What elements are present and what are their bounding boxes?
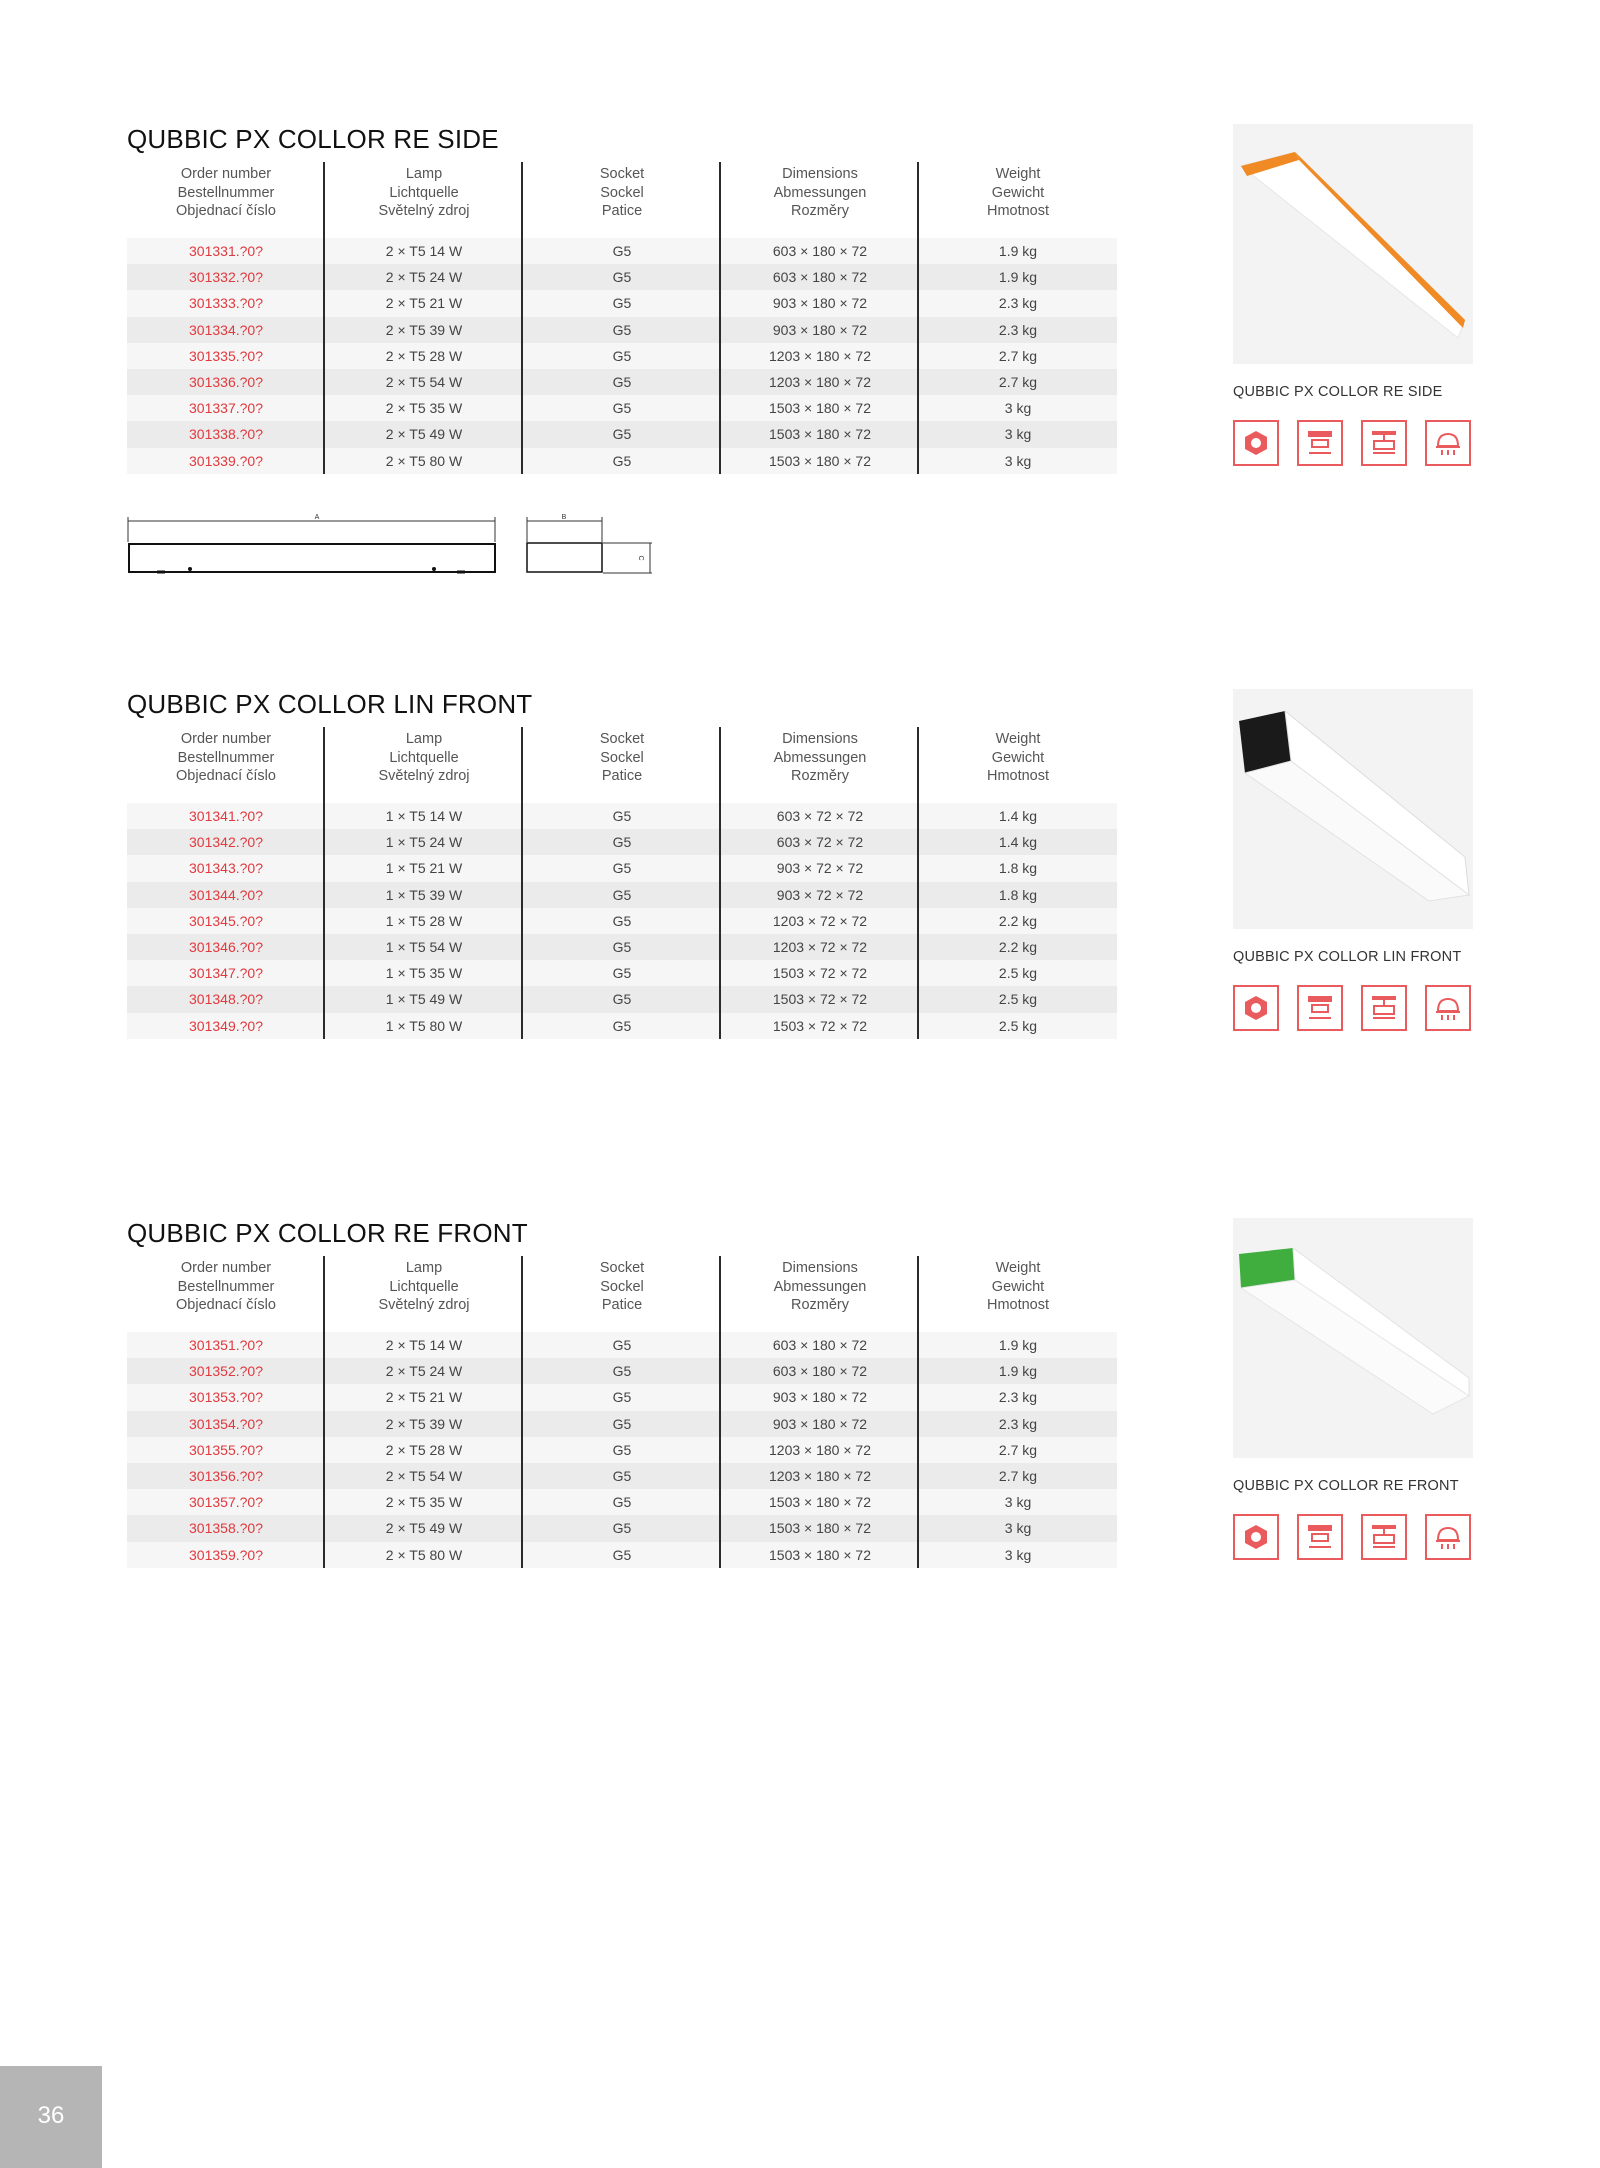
hexagon-icon bbox=[1233, 985, 1279, 1031]
table-row bbox=[127, 1358, 1117, 1384]
cell-lamp: 1 × T5 39 W bbox=[385, 886, 463, 903]
table-row bbox=[127, 986, 1117, 1012]
cell-socket: G5 bbox=[612, 808, 632, 825]
column-divider bbox=[719, 1256, 721, 1568]
header-line: Objednací číslo bbox=[176, 768, 276, 784]
cell-dimensions: 903 × 180 × 72 bbox=[772, 1389, 868, 1406]
cell-weight: 1.8 kg bbox=[998, 860, 1038, 877]
column-divider bbox=[917, 727, 919, 1039]
header-line: Dimensions bbox=[782, 166, 858, 182]
header-line: Socket bbox=[599, 731, 645, 747]
header-line: Lamp bbox=[405, 166, 443, 182]
dimension-c-label: C bbox=[637, 555, 644, 561]
table-row bbox=[127, 343, 1117, 369]
table-header bbox=[127, 1256, 1117, 1324]
product-caption: QUBBIC PX COLLOR LIN FRONT bbox=[1233, 949, 1462, 965]
table-row bbox=[127, 855, 1117, 881]
cell-dimensions: 903 × 180 × 72 bbox=[772, 1415, 868, 1432]
page-number: 36 bbox=[37, 2102, 65, 2129]
cell-weight: 1.4 kg bbox=[998, 808, 1038, 825]
cell-weight: 2.3 kg bbox=[998, 1389, 1038, 1406]
cell-lamp: 2 × T5 80 W bbox=[385, 452, 463, 469]
cell-lamp: 2 × T5 49 W bbox=[385, 426, 463, 443]
pendant-icon bbox=[1425, 985, 1471, 1031]
cell-socket: G5 bbox=[612, 1441, 632, 1458]
cell-socket: G5 bbox=[612, 860, 632, 877]
cell-order-number: 301339.?0? bbox=[189, 452, 263, 469]
table-row bbox=[127, 1542, 1117, 1568]
cell-order-number: 301356.?0? bbox=[189, 1468, 263, 1485]
cell-lamp: 1 × T5 35 W bbox=[385, 965, 463, 982]
header-line: Gewicht bbox=[991, 184, 1045, 201]
cell-dimensions: 1503 × 180 × 72 bbox=[769, 1546, 871, 1563]
header-line: Patice bbox=[601, 1297, 643, 1313]
cell-weight: 2.5 kg bbox=[998, 965, 1038, 982]
cell-lamp: 1 × T5 80 W bbox=[385, 1017, 463, 1034]
column-divider bbox=[323, 1256, 325, 1568]
product-photo bbox=[1233, 689, 1473, 929]
cell-order-number: 301341.?0? bbox=[189, 808, 263, 825]
cell-lamp: 2 × T5 14 W bbox=[385, 243, 463, 260]
cell-lamp: 1 × T5 24 W bbox=[385, 834, 463, 851]
table-row bbox=[127, 238, 1117, 264]
cell-order-number: 301333.?0? bbox=[189, 295, 263, 312]
mounting-icons bbox=[1233, 985, 1471, 1031]
cell-weight: 3 kg bbox=[1004, 452, 1032, 469]
header-line: Světelný zdroj bbox=[378, 1297, 470, 1313]
cell-order-number: 301352.?0? bbox=[189, 1363, 263, 1380]
cell-socket: G5 bbox=[612, 347, 632, 364]
cell-lamp: 2 × T5 54 W bbox=[385, 374, 463, 391]
mounting-icons bbox=[1233, 1514, 1471, 1560]
cell-weight: 2.3 kg bbox=[998, 1415, 1038, 1432]
cell-socket: G5 bbox=[612, 1494, 632, 1511]
cell-weight: 3 kg bbox=[1004, 426, 1032, 443]
header-line: Objednací číslo bbox=[176, 203, 276, 219]
cell-socket: G5 bbox=[612, 939, 632, 956]
cell-socket: G5 bbox=[612, 965, 632, 982]
product-caption: QUBBIC PX COLLOR RE FRONT bbox=[1233, 1478, 1459, 1494]
header-weight bbox=[919, 727, 1117, 795]
table-body bbox=[127, 803, 1117, 1039]
hexagon-icon bbox=[1233, 1514, 1279, 1560]
table-row bbox=[127, 1437, 1117, 1463]
table-header bbox=[127, 727, 1117, 795]
header-line: Weight bbox=[995, 166, 1041, 182]
header-weight bbox=[919, 162, 1117, 230]
cell-weight: 1.4 kg bbox=[998, 834, 1038, 851]
section-title: QUBBIC PX COLLOR RE FRONT bbox=[127, 1218, 528, 1248]
header-dimensions bbox=[721, 162, 919, 230]
table-row bbox=[127, 1411, 1117, 1437]
cell-dimensions: 603 × 180 × 72 bbox=[772, 243, 868, 260]
cell-socket: G5 bbox=[612, 400, 632, 417]
cell-socket: G5 bbox=[612, 243, 632, 260]
table-row bbox=[127, 290, 1117, 316]
table-row bbox=[127, 1489, 1117, 1515]
cell-socket: G5 bbox=[612, 834, 632, 851]
surface-mount-icon bbox=[1297, 1514, 1343, 1560]
cell-order-number: 301347.?0? bbox=[189, 965, 263, 982]
header-order-number bbox=[127, 727, 325, 795]
table-row bbox=[127, 264, 1117, 290]
header-line: Hmotnost bbox=[986, 1297, 1050, 1313]
cell-dimensions: 1503 × 180 × 72 bbox=[769, 400, 871, 417]
suspended-icon bbox=[1361, 985, 1407, 1031]
header-dimensions bbox=[721, 727, 919, 795]
table-row bbox=[127, 317, 1117, 343]
cell-socket: G5 bbox=[612, 886, 632, 903]
cell-weight: 1.9 kg bbox=[998, 269, 1038, 286]
cell-dimensions: 1503 × 180 × 72 bbox=[769, 426, 871, 443]
cell-order-number: 301342.?0? bbox=[189, 834, 263, 851]
header-line: Patice bbox=[601, 203, 643, 219]
cell-socket: G5 bbox=[612, 1017, 632, 1034]
cell-weight: 1.9 kg bbox=[998, 1363, 1038, 1380]
cell-dimensions: 1503 × 72 × 72 bbox=[772, 1017, 868, 1034]
cell-weight: 2.2 kg bbox=[998, 939, 1038, 956]
column-divider bbox=[719, 162, 721, 474]
cell-lamp: 2 × T5 28 W bbox=[385, 1441, 463, 1458]
cell-order-number: 301338.?0? bbox=[189, 426, 263, 443]
suspended-icon bbox=[1361, 420, 1407, 466]
cell-order-number: 301351.?0? bbox=[189, 1337, 263, 1354]
cell-lamp: 2 × T5 24 W bbox=[385, 269, 463, 286]
cell-dimensions: 1203 × 180 × 72 bbox=[769, 1468, 871, 1485]
cell-weight: 3 kg bbox=[1004, 400, 1032, 417]
header-weight bbox=[919, 1256, 1117, 1324]
header-line: Dimensions bbox=[782, 731, 858, 747]
cell-lamp: 2 × T5 54 W bbox=[385, 1468, 463, 1485]
header-line: Hmotnost bbox=[986, 203, 1050, 219]
header-line: Patice bbox=[601, 768, 643, 784]
header-line: Rozměry bbox=[790, 203, 849, 219]
column-divider bbox=[521, 727, 523, 1039]
cell-weight: 3 kg bbox=[1004, 1520, 1032, 1537]
column-divider bbox=[719, 727, 721, 1039]
cell-order-number: 301354.?0? bbox=[189, 1415, 263, 1432]
cell-dimensions: 1503 × 180 × 72 bbox=[769, 1494, 871, 1511]
cell-weight: 1.9 kg bbox=[998, 1337, 1038, 1354]
cell-weight: 2.7 kg bbox=[998, 374, 1038, 391]
header-socket bbox=[523, 162, 721, 230]
section-title: QUBBIC PX COLLOR LIN FRONT bbox=[127, 689, 533, 719]
header-line: Sockel bbox=[600, 749, 644, 766]
technical-drawing bbox=[127, 512, 667, 583]
cell-order-number: 301335.?0? bbox=[189, 347, 263, 364]
cell-weight: 2.5 kg bbox=[998, 991, 1038, 1008]
cell-weight: 2.3 kg bbox=[998, 295, 1038, 312]
table-row bbox=[127, 934, 1117, 960]
header-line: Rozměry bbox=[790, 1297, 849, 1313]
cell-order-number: 301343.?0? bbox=[189, 860, 263, 877]
header-lamp bbox=[325, 162, 523, 230]
cell-lamp: 1 × T5 49 W bbox=[385, 991, 463, 1008]
cell-weight: 3 kg bbox=[1004, 1546, 1032, 1563]
cell-order-number: 301353.?0? bbox=[189, 1389, 263, 1406]
header-line: Abmessungen bbox=[773, 184, 867, 201]
cell-lamp: 2 × T5 21 W bbox=[385, 295, 463, 312]
cell-socket: G5 bbox=[612, 426, 632, 443]
product-table bbox=[127, 1256, 1117, 1568]
table-body bbox=[127, 238, 1117, 474]
column-divider bbox=[521, 1256, 523, 1568]
table-row bbox=[127, 960, 1117, 986]
cell-order-number: 301348.?0? bbox=[189, 991, 263, 1008]
cell-socket: G5 bbox=[612, 1520, 632, 1537]
cell-socket: G5 bbox=[612, 374, 632, 391]
cell-dimensions: 603 × 72 × 72 bbox=[776, 834, 864, 851]
header-line: Lamp bbox=[405, 1260, 443, 1276]
cell-order-number: 301334.?0? bbox=[189, 321, 263, 338]
cell-order-number: 301336.?0? bbox=[189, 374, 263, 391]
table-row bbox=[127, 448, 1117, 474]
cell-socket: G5 bbox=[612, 295, 632, 312]
header-line: Světelný zdroj bbox=[378, 203, 470, 219]
cell-lamp: 1 × T5 21 W bbox=[385, 860, 463, 877]
table-row bbox=[127, 1332, 1117, 1358]
header-line: Weight bbox=[995, 1260, 1041, 1276]
cell-order-number: 301331.?0? bbox=[189, 243, 263, 260]
header-line: Bestellnummer bbox=[177, 749, 275, 766]
column-divider bbox=[521, 162, 523, 474]
cell-socket: G5 bbox=[612, 991, 632, 1008]
mounting-icons bbox=[1233, 420, 1471, 466]
cell-socket: G5 bbox=[612, 1415, 632, 1432]
cell-lamp: 2 × T5 14 W bbox=[385, 1337, 463, 1354]
cell-order-number: 301349.?0? bbox=[189, 1017, 263, 1034]
header-line: Order number bbox=[180, 731, 272, 747]
cell-order-number: 301332.?0? bbox=[189, 269, 263, 286]
product-table bbox=[127, 162, 1117, 474]
cell-socket: G5 bbox=[612, 321, 632, 338]
cell-socket: G5 bbox=[612, 1363, 632, 1380]
cell-weight: 2.2 kg bbox=[998, 912, 1038, 929]
column-divider bbox=[917, 162, 919, 474]
cell-weight: 2.7 kg bbox=[998, 1468, 1038, 1485]
cell-dimensions: 1203 × 180 × 72 bbox=[769, 347, 871, 364]
cell-socket: G5 bbox=[612, 1337, 632, 1354]
header-order-number bbox=[127, 1256, 325, 1324]
header-line: Gewicht bbox=[991, 1278, 1045, 1295]
column-divider bbox=[323, 162, 325, 474]
page-number-box bbox=[0, 2066, 102, 2168]
table-header bbox=[127, 162, 1117, 230]
cell-weight: 1.8 kg bbox=[998, 886, 1038, 903]
cell-dimensions: 603 × 180 × 72 bbox=[772, 1337, 868, 1354]
product-caption: QUBBIC PX COLLOR RE SIDE bbox=[1233, 384, 1443, 400]
cell-dimensions: 1503 × 180 × 72 bbox=[769, 452, 871, 469]
header-line: Sockel bbox=[600, 184, 644, 201]
table-row bbox=[127, 803, 1117, 829]
table-row bbox=[127, 1463, 1117, 1489]
hexagon-icon bbox=[1233, 420, 1279, 466]
cell-order-number: 301355.?0? bbox=[189, 1441, 263, 1458]
surface-mount-icon bbox=[1297, 420, 1343, 466]
header-line: Abmessungen bbox=[773, 749, 867, 766]
header-line: Objednací číslo bbox=[176, 1297, 276, 1313]
header-line: Lichtquelle bbox=[389, 184, 459, 201]
cell-dimensions: 603 × 180 × 72 bbox=[772, 269, 868, 286]
column-divider bbox=[323, 727, 325, 1039]
cell-dimensions: 1203 × 180 × 72 bbox=[769, 1441, 871, 1458]
table-row bbox=[127, 1515, 1117, 1541]
cell-dimensions: 603 × 72 × 72 bbox=[776, 808, 864, 825]
header-lamp bbox=[325, 1256, 523, 1324]
cell-weight: 3 kg bbox=[1004, 1494, 1032, 1511]
header-line: Socket bbox=[599, 166, 645, 182]
dimension-b-label: B bbox=[561, 514, 567, 521]
surface-mount-icon bbox=[1297, 985, 1343, 1031]
cell-lamp: 2 × T5 35 W bbox=[385, 400, 463, 417]
cell-socket: G5 bbox=[612, 912, 632, 929]
cell-lamp: 2 × T5 24 W bbox=[385, 1363, 463, 1380]
cell-order-number: 301337.?0? bbox=[189, 400, 263, 417]
header-line: Lamp bbox=[405, 731, 443, 747]
header-line: Order number bbox=[180, 166, 272, 182]
suspended-icon bbox=[1361, 1514, 1407, 1560]
table-row bbox=[127, 829, 1117, 855]
header-line: Rozměry bbox=[790, 768, 849, 784]
header-line: Order number bbox=[180, 1260, 272, 1276]
cell-lamp: 2 × T5 39 W bbox=[385, 321, 463, 338]
cell-weight: 1.9 kg bbox=[998, 243, 1038, 260]
cell-lamp: 1 × T5 54 W bbox=[385, 939, 463, 956]
cell-socket: G5 bbox=[612, 1468, 632, 1485]
column-divider bbox=[917, 1256, 919, 1568]
cell-dimensions: 603 × 180 × 72 bbox=[772, 1363, 868, 1380]
header-line: Weight bbox=[995, 731, 1041, 747]
header-line: Lichtquelle bbox=[389, 749, 459, 766]
cell-socket: G5 bbox=[612, 1389, 632, 1406]
cell-lamp: 1 × T5 14 W bbox=[385, 808, 463, 825]
cell-order-number: 301345.?0? bbox=[189, 912, 263, 929]
cell-lamp: 2 × T5 49 W bbox=[385, 1520, 463, 1537]
header-line: Světelný zdroj bbox=[378, 768, 470, 784]
header-socket bbox=[523, 727, 721, 795]
cell-lamp: 2 × T5 28 W bbox=[385, 347, 463, 364]
dimension-a-label: A bbox=[314, 514, 320, 521]
table-row bbox=[127, 421, 1117, 447]
cell-lamp: 2 × T5 35 W bbox=[385, 1494, 463, 1511]
cell-dimensions: 1203 × 72 × 72 bbox=[772, 912, 868, 929]
header-lamp bbox=[325, 727, 523, 795]
table-row bbox=[127, 369, 1117, 395]
cell-dimensions: 1503 × 180 × 72 bbox=[769, 1520, 871, 1537]
table-row bbox=[127, 1384, 1117, 1410]
cell-order-number: 301358.?0? bbox=[189, 1520, 263, 1537]
cell-socket: G5 bbox=[612, 1546, 632, 1563]
cell-weight: 2.5 kg bbox=[998, 1017, 1038, 1034]
cell-socket: G5 bbox=[612, 269, 632, 286]
section-title: QUBBIC PX COLLOR RE SIDE bbox=[127, 124, 499, 154]
cell-dimensions: 1503 × 72 × 72 bbox=[772, 991, 868, 1008]
product-table bbox=[127, 727, 1117, 1039]
cell-socket: G5 bbox=[612, 452, 632, 469]
table-row bbox=[127, 395, 1117, 421]
header-line: Gewicht bbox=[991, 749, 1045, 766]
pendant-icon bbox=[1425, 420, 1471, 466]
header-line: Lichtquelle bbox=[389, 1278, 459, 1295]
cell-order-number: 301359.?0? bbox=[189, 1546, 263, 1563]
cell-order-number: 301344.?0? bbox=[189, 886, 263, 903]
header-line: Sockel bbox=[600, 1278, 644, 1295]
pendant-icon bbox=[1425, 1514, 1471, 1560]
cell-lamp: 2 × T5 21 W bbox=[385, 1389, 463, 1406]
cell-order-number: 301357.?0? bbox=[189, 1494, 263, 1511]
cell-lamp: 2 × T5 80 W bbox=[385, 1546, 463, 1563]
cell-dimensions: 903 × 72 × 72 bbox=[776, 886, 864, 903]
table-row bbox=[127, 882, 1117, 908]
header-line: Socket bbox=[599, 1260, 645, 1276]
cell-dimensions: 903 × 72 × 72 bbox=[776, 860, 864, 877]
product-photo bbox=[1233, 124, 1473, 364]
header-socket bbox=[523, 1256, 721, 1324]
cell-dimensions: 903 × 180 × 72 bbox=[772, 295, 868, 312]
cell-weight: 2.3 kg bbox=[998, 321, 1038, 338]
table-row bbox=[127, 908, 1117, 934]
cell-weight: 2.7 kg bbox=[998, 347, 1038, 364]
header-line: Hmotnost bbox=[986, 768, 1050, 784]
cell-lamp: 2 × T5 39 W bbox=[385, 1415, 463, 1432]
header-dimensions bbox=[721, 1256, 919, 1324]
cell-dimensions: 1203 × 180 × 72 bbox=[769, 374, 871, 391]
header-line: Bestellnummer bbox=[177, 184, 275, 201]
header-line: Abmessungen bbox=[773, 1278, 867, 1295]
header-line: Dimensions bbox=[782, 1260, 858, 1276]
table-row bbox=[127, 1013, 1117, 1039]
table-body bbox=[127, 1332, 1117, 1568]
cell-dimensions: 1503 × 72 × 72 bbox=[772, 965, 868, 982]
header-order-number bbox=[127, 162, 325, 230]
cell-order-number: 301346.?0? bbox=[189, 939, 263, 956]
cell-dimensions: 903 × 180 × 72 bbox=[772, 321, 868, 338]
header-line: Bestellnummer bbox=[177, 1278, 275, 1295]
cell-weight: 2.7 kg bbox=[998, 1441, 1038, 1458]
cell-dimensions: 1203 × 72 × 72 bbox=[772, 939, 868, 956]
cell-lamp: 1 × T5 28 W bbox=[385, 912, 463, 929]
product-photo bbox=[1233, 1218, 1473, 1458]
